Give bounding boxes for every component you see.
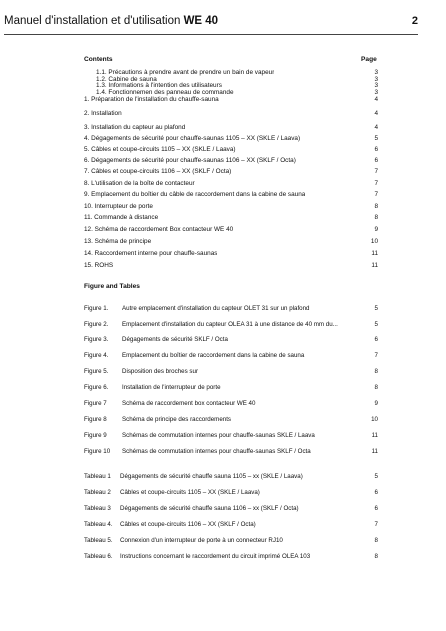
contents-entry [84, 146, 378, 154]
entry-page: 6 [374, 489, 378, 496]
figure-entry [84, 416, 378, 424]
entry-title: 6. Dégagements de sécurité pour chauffe-saunas 1106 – XX (SKLF / Octa) [84, 157, 296, 164]
entry-page: 4 [374, 110, 378, 117]
entry-page: 8 [374, 203, 378, 210]
entry-page: 4 [374, 124, 378, 131]
table-entry [84, 505, 378, 513]
figure-entry [84, 400, 378, 408]
entry-page: 11 [371, 448, 378, 455]
entry-title: Dégagements de sécurité chauffe sauna 1106 – xx (SKLF / Octa) [120, 505, 299, 512]
entry-label: Figure 8 [84, 416, 107, 423]
entry-page: 5 [374, 321, 378, 328]
contents-entry [84, 124, 378, 132]
entry-label: Figure 1. [84, 305, 109, 312]
contents-entry [84, 250, 378, 258]
document-title [4, 15, 218, 27]
entry-label: Figure 3. [84, 336, 109, 343]
contents-entry [84, 214, 378, 222]
entry-title: 1.3. Informations à l'intention des utilisateurs [96, 82, 222, 89]
entry-page: 6 [374, 146, 378, 153]
contents-entry [84, 180, 378, 188]
entry-page: 11 [371, 250, 378, 257]
entry-page: 9 [374, 226, 378, 233]
entry-title: Schéma de raccordement box contacteur WE 40 [122, 400, 256, 407]
entry-page: 8 [374, 553, 378, 560]
entry-page: 7 [374, 180, 378, 187]
entry-title: Schéma de principe des raccordements [122, 416, 232, 423]
entry-label: Figure 5. [84, 368, 109, 375]
entry-page: 10 [370, 238, 378, 245]
figure-entry [84, 448, 378, 456]
contents-entry [84, 191, 378, 199]
entry-label: Figure 2. [84, 321, 109, 328]
entry-page: 7 [374, 521, 378, 528]
entry-title: 7. Câbles et coupe-circuits 1106 – XX (SKLF / Octa) [84, 168, 232, 175]
entry-page: 9 [374, 400, 378, 407]
page-number: 2 [411, 15, 418, 27]
contents-entry [84, 168, 378, 176]
entry-page: 7 [374, 191, 378, 198]
entry-label: Tableau 6. [84, 553, 113, 560]
entry-title: Emplacement d'installation du capteur OLEA 31 à une distance de 40 mm du... [122, 321, 338, 328]
entry-page: 4 [374, 96, 378, 103]
entry-title: 12. Schéma de raccordement Box contacteur WE 40 [84, 226, 234, 233]
entry-title: 2. Installation [84, 110, 122, 117]
entry-page: 8 [374, 537, 378, 544]
entry-title: 9. Emplacement du boîtier du câble de raccordement dans la cabine de sauna [84, 191, 306, 198]
entry-title: Autre emplacement d'installation du capteur OLET 31 sur un plafond [122, 305, 310, 312]
entry-page: 11 [371, 432, 378, 439]
entry-label: Figure 9 [84, 432, 107, 439]
figure-entry [84, 321, 378, 329]
entry-label: Tableau 2 [84, 489, 111, 496]
entry-title: Schémas de commutation internes pour chauffe-saunas SKLF / Octa [122, 448, 311, 455]
entry-label: Figure 7 [84, 400, 107, 407]
entry-title: 5. Câbles et coupe-circuits 1105 – XX (SKLE / Laava) [84, 146, 236, 153]
entry-title: 4. Dégagements de sécurité pour chauffe-saunas 1105 – XX (SKLE / Laava) [84, 135, 301, 142]
entry-title: Câbles et coupe-circuits 1106 – XX (SKLF / Octa) [120, 521, 256, 528]
entry-page: 8 [374, 368, 378, 375]
entry-page: 8 [374, 214, 378, 221]
entry-page: 6 [374, 157, 378, 164]
page-header [4, 12, 418, 35]
entry-title: Connexion d'un interrupteur de porte à un connecteur RJ10 [120, 537, 283, 544]
entry-page: 3 [374, 69, 378, 76]
entry-title: Installation de l'interrupteur de porte [122, 384, 221, 391]
figure-entry [84, 432, 378, 440]
contents-entry [84, 157, 378, 165]
entry-label: Tableau 5. [84, 537, 113, 544]
entry-page: 3 [374, 82, 378, 89]
table-entry [84, 473, 378, 481]
entry-title: 11. Commande à distance [84, 214, 159, 221]
entry-label: Tableau 3 [84, 505, 111, 512]
entry-page: 5 [374, 135, 378, 142]
entry-title: 3. Installation du capteur au plafond [84, 124, 186, 131]
entry-page: 7 [374, 352, 378, 359]
entry-page: 6 [374, 336, 378, 343]
entry-title: 15. ROHS [84, 262, 114, 269]
figure-entry [84, 336, 378, 344]
table-entry [84, 553, 378, 561]
entry-label: Figure 4. [84, 352, 109, 359]
entry-title: Dégagements de sécurité chauffe sauna 1105 – xx (SKLE / Laava) [120, 473, 303, 480]
entry-title: Disposition des broches sur [122, 368, 199, 375]
contents-heading: Contents [84, 56, 113, 63]
entry-title: 1.1. Précautions à prendre avant de prendre un bain de vapeur [96, 69, 275, 76]
entry-title: 1.2. Cabine de sauna [96, 75, 157, 83]
entry-page: 5 [374, 305, 378, 312]
page-column-heading: Page [361, 56, 377, 63]
entry-label: Tableau 4. [84, 521, 113, 528]
entry-title: 1. Préparation de l'installation du chauffe-sauna [84, 96, 219, 103]
entry-title: 1.4. Fonctionnemen des panneau de commande [96, 88, 234, 96]
entry-page: 11 [371, 262, 378, 269]
figure-entry [84, 368, 378, 376]
figure-entry [84, 305, 378, 313]
contents-entry [84, 226, 378, 234]
entry-title: Schémas de commutation internes pour chauffe-saunas SKLE / Laava [122, 432, 315, 439]
entry-page: 8 [374, 384, 378, 391]
contents-entry [84, 96, 378, 104]
entry-title: 13. Schéma de principe [84, 238, 152, 245]
entry-title: Câbles et coupe-circuits 1105 – XX (SKLE / Laava) [120, 489, 260, 496]
model-name: WE 40 [183, 15, 219, 27]
table-entry [84, 489, 378, 497]
document-title-text: Manuel d'installation et d'utilisation [4, 15, 184, 27]
contents-entry [84, 110, 378, 118]
entry-label: Tableau 1 [84, 473, 111, 480]
figures-heading: Figure and Tables [84, 283, 140, 290]
contents-entry [84, 238, 378, 246]
entry-page: 7 [374, 168, 378, 175]
table-entry [84, 537, 378, 545]
table-entry [84, 521, 378, 529]
entry-title: Instructions concernant le raccordement du circuit imprimé OLEA 103 [120, 553, 311, 560]
entry-title: Dégagements de sécurité SKLF / Octa [122, 336, 228, 343]
entry-page: 5 [374, 473, 378, 480]
entry-label: Figure 10 [84, 448, 111, 455]
contents-entry [84, 135, 378, 143]
contents-entry [84, 203, 378, 211]
figure-entry [84, 384, 378, 392]
entry-page: 10 [371, 416, 378, 423]
entry-label: Figure 6. [84, 384, 109, 391]
entry-title: Emplacement du boîtier de raccordement dans la cabine de sauna [122, 352, 305, 359]
entry-page: 6 [374, 505, 378, 512]
entry-title: 10. Interrupteur de porte [84, 203, 153, 210]
figure-entry [84, 352, 378, 360]
entry-title: 8. L'utilisation de la boîte de contacteur [84, 180, 195, 187]
entry-title: 14. Raccordement interne pour chauffe-saunas [84, 250, 218, 257]
entry-page: 3 [374, 88, 378, 96]
contents-entry [84, 262, 378, 270]
entry-page: 3 [374, 75, 378, 83]
